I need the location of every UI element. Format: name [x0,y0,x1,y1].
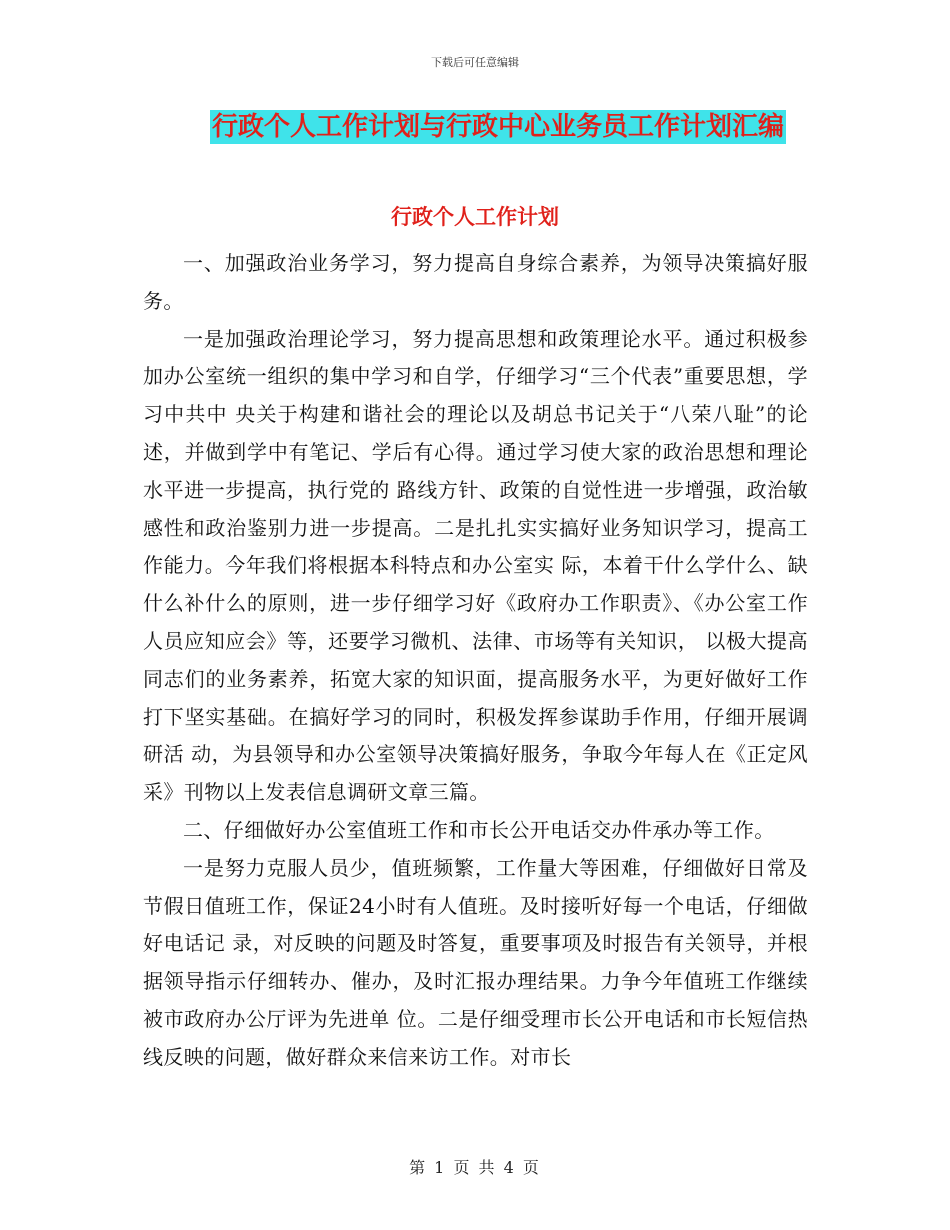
paragraph-1: 一、加强政治业务学习，努力提高自身综合素养，为领导决策搞好服务。 [143,251,808,313]
paragraph-2: 一是加强政治理论学习，努力提高思想和政策理论水平。通过积极参加办公室统一组织的集中学习和自学，仔细学习“三个代表”重要思想，学习中共中 央关于构建和谐社会的理论以及胡总书记关于“八荣八耻”的论述，并做到学中有笔记、学后有心得。通过学习使大家的政治思想和理论水平进一步提高，执行党的 路线方针、政策的自觉性进一步增强，政治敏感性和政治鉴别力进一步提高。二是扎扎实实搞好业务知识学习，提高工作能力。今年我们将根据本科特点和办公室实 际，本着干什么学什么、缺什么补什么的原则，进一步仔细学习好《政府办工作职责》、《办公室工作人员应知应会》等，还要学习微机、法律、市场等有关知识， 以极大提高同志们的业务素养，拓宽大家的知识面，提高服务水平，为更好做好工作打下坚实基础。在搞好学习的同时，积极发挥参谋助手作用，仔细开展调研活 动，为县领导和办公室领导决策搞好服务，争取今年每人在《正定风采》刊物以上发表信息调研文章三篇。 [143,326,808,805]
page-number-footer: 第 1 页 共 4 页 [409,1158,541,1177]
paragraph-4: 一是努力克服人员少，值班频繁，工作量大等困难，仔细做好日常及节假日值班工作，保证24小时有人值班。及时接听好每一个电话，仔细做好电话记 录，对反映的问题及时答复，重要事项及时报告有关领导，并根据领导指示仔细转办、催办，及时汇报办理结果。力争今年值班工作继续被市政府办公厅评为先进单 位。二是仔细受理市长公开电话和市长短信热线反映的问题，做好群众来信来访工作。对市长 [143,855,808,1069]
paragraph-3: 二、仔细做好办公室值班工作和市长公开电话交办件承办等工作。 [183,817,775,842]
body-text [143,245,808,1077]
page-header-note: 下载后可任意编辑 [431,56,519,69]
section-title: 行政个人工作计划 [391,205,559,229]
document-main-title: 行政个人工作计划与行政中心业务员工作计划汇编 [211,112,784,142]
main-title-container [0,110,950,144]
